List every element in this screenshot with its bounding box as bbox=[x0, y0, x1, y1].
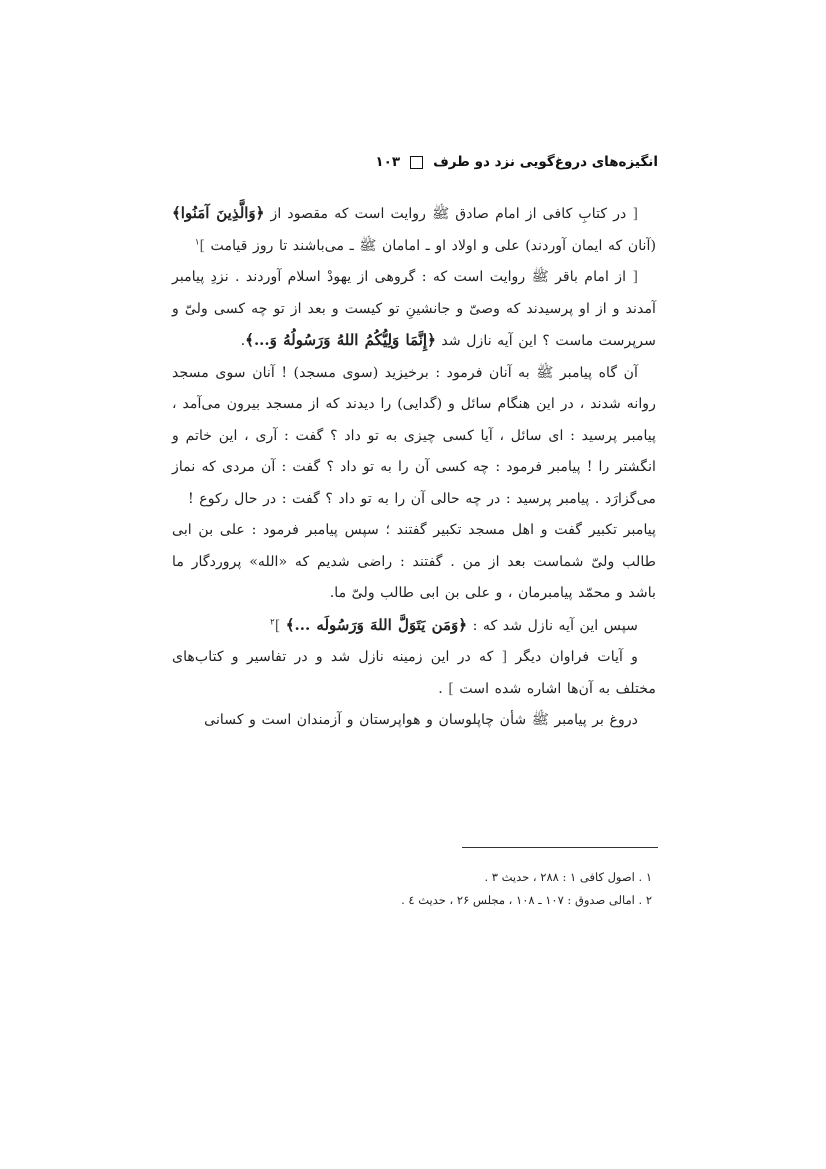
paragraph bbox=[172, 515, 656, 610]
text-run: پیامبر تکبیر گفت و اهل مسجد تکبیر گفتند ؛ سپس پیامبر فرمود : علی بن ابی طالب ولیّ شماست بعد از من . گفتند : راضی شدیم که «الله» پروردگار ما باشد و محمّد پیامبرمان ، و علی بن ابی طالب ولیّ ما. bbox=[172, 522, 656, 601]
square-ornament-icon bbox=[410, 156, 423, 169]
text-run: (آنان که ایمان آوردند) علی و اولاد او ـ امامان ﷺ ـ می‌باشند تا روز قیامت bbox=[205, 237, 656, 254]
page-number: ۱۰۳ bbox=[375, 154, 401, 170]
bracket: [ bbox=[626, 269, 638, 285]
paragraph bbox=[172, 262, 656, 358]
text-run: . bbox=[240, 333, 246, 349]
text-run: دروغ بر پیامبر ﷺ شأن چاپلوسان و هواپرستان و آزمندان است و کسانی bbox=[204, 712, 638, 728]
paragraph bbox=[172, 705, 656, 737]
quran-verse: ﴿وَالَّذِينَ آمَنُوا﴾ bbox=[172, 204, 265, 222]
footnote-2: ۲ . امالی صدوق : ۱۰۷ ـ ۱۰۸ ، مجلس ۲۶ ، حدیث ٤ . bbox=[401, 893, 652, 907]
footnote-1: ۱ . اصول کافی ۱ : ۲۸۸ ، حدیث ۳ . bbox=[484, 870, 652, 884]
footnotes bbox=[172, 866, 656, 912]
bracket: [ bbox=[626, 206, 638, 222]
footnote-divider bbox=[462, 847, 658, 848]
quran-verse: ﴿وَمَن يَتَوَلَّ اللهَ وَرَسُولَه ...﴾ bbox=[285, 615, 468, 634]
paragraph bbox=[172, 642, 656, 705]
paragraph bbox=[172, 358, 656, 516]
text-run: که در این زمینه نازل شد و در تفاسیر و کتاب‌های مختلف به آن‌ها اشاره شده است bbox=[172, 649, 656, 697]
text-run: . bbox=[438, 680, 449, 697]
footnote-ref: ۱ bbox=[194, 236, 200, 247]
text-run: آن گاه پیامبر ﷺ به آنان فرمود : برخیزید (سوی مسجد) ! آنان سوی مسجد روانه شدند ، در این هنگام سائل و (گدایی) را دیدند که از مسجد بیرون می‌آمد ، پیامبر پرسید : ای سائل ، آیا کسی چیزی به تو داد ؟ گفت : آری ، این خاتم و انگشتر را ! پیامبر فرمود : چه کسی آن را به تو داد ؟ گفت : آن مردی که نماز می‌گزارَد . پیامبر پرسید : در چه حالی آن را به تو داد ؟ گفت : در حال رکوع ! bbox=[172, 364, 656, 507]
paragraph bbox=[172, 610, 656, 643]
running-header bbox=[175, 150, 658, 174]
bracket: ] bbox=[274, 617, 286, 634]
bracket: ] bbox=[448, 680, 454, 697]
bracket: ] bbox=[199, 237, 206, 254]
bracket: [ bbox=[493, 649, 508, 665]
text-run: سپس این آیه نازل شد که : bbox=[467, 617, 638, 634]
footnote-ref: ۲ bbox=[270, 616, 275, 627]
header-title: انگیزه‌های دروغ‌گویی نزد دو طرف bbox=[433, 154, 658, 170]
text-run: و آیات فراوان دیگر bbox=[507, 649, 638, 665]
main-text bbox=[172, 198, 656, 737]
paragraph bbox=[172, 198, 656, 262]
text-run: در کتابِ کافی از امام صادق ﷺ روایت است که مقصود از bbox=[264, 206, 627, 222]
quran-verse: ﴿إِنَّمَا وَلِيُّكُمُ اللهُ وَرَسُولُهُ وَ...﴾ bbox=[245, 331, 436, 349]
text-run: از امام باقر ﷺ روایت است که : گروهی از یهودْ اسلام آوردند . نزدِ پیامبر آمدند و از او پرسیدند که وصیّ و جانشینِ تو کیست و بعد از تو چه کسی ولیّ و سرپرست ماست ؟ این آیه نازل شد bbox=[172, 269, 656, 349]
